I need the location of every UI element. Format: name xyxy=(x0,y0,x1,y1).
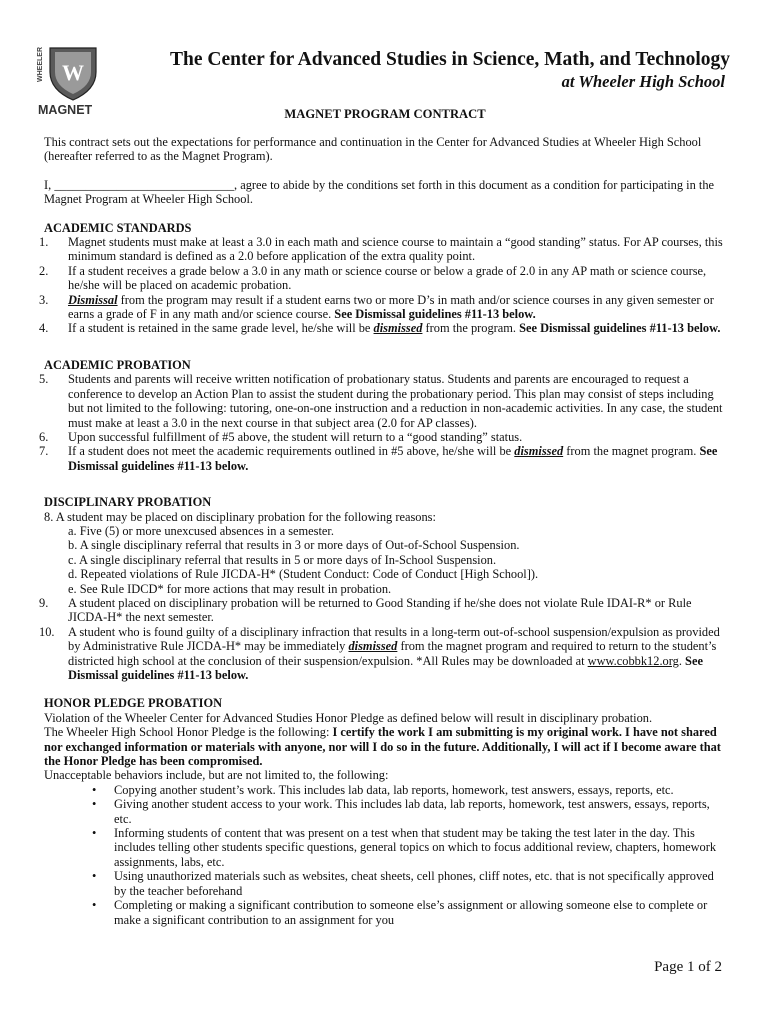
honor-pledge-statement: The Wheeler High School Honor Pledge is the following: I certify the work I am submitting is my original work. I have not shared nor exchanged information or materials with anyone, nor will I do so in the future. Additionally, I will act if I become aware that the Honor Pledge has been compromised. xyxy=(44,725,721,769)
list-item: • Using unauthorized materials such as websites, cheat sheets, cell phones, cliff notes, etc. that is not specifically approved by the teacher beforehand xyxy=(114,869,728,898)
logo-magnet-text: MAGNET xyxy=(38,103,93,116)
list-item: • Giving another student access to your work. This includes lab data, lab reports, homework, test answers, essays, reports, etc. xyxy=(114,797,728,826)
reason-b: b. A single disciplinary referral that results in 3 or more days of Out-of-School Suspension. xyxy=(68,538,520,553)
reason-a: a. Five (5) or more unexcused absences in a semester. xyxy=(68,523,334,538)
intro-paragraph: This contract sets out the expectations for performance and continuation in the Center for Advanced Studies at Wheeler High School (hereafter referred to as the Magnet Program). xyxy=(44,135,702,164)
list-item: 5. Students and parents will receive written notification of probationary status. Students and parents are encouraged to request a conference to develop an Action Plan to assist the student during the probationary period. This plan may consist of steps including but not limited to the following: tutoring, one-on-one instruction and a reduction in non-academic activities. In any case, the student must make at least a 3.0 in the next course in that subject area (2.0 for AP classes). xyxy=(39,372,723,430)
list-item: 7. If a student does not meet the academic requirements outlined in #5 above, he/she will be dismissed from the magnet program. See Dismissal guidelines #11-13 below. xyxy=(39,444,718,473)
reason-c: c. A single disciplinary referral that results in 5 or more days of In-School Suspension. xyxy=(68,552,497,567)
page-number: Page 1 of 2 xyxy=(654,959,722,975)
academic-standards-list xyxy=(39,235,728,336)
document-subtitle: at Wheeler High School xyxy=(561,72,725,91)
cobbk12-link[interactable]: www.cobbk12.org xyxy=(587,653,679,668)
list-item: • Completing or making a significant contribution to someone else’s assignment or allowing someone else to complete or make a significant contribution to an assignment for you xyxy=(114,898,728,927)
list-item: • Informing students of content that was present on a test when that student may be taking the test later in the day. This includes telling other students specific questions, general topics on which to focus additional review, chapters, homework assignments, labs, etc. xyxy=(114,826,728,869)
contract-heading: MAGNET PROGRAM CONTRACT xyxy=(284,107,486,121)
list-item: 6. Upon successful fulfillment of #5 above, the student will return to a “good standing” status. xyxy=(39,429,523,444)
wheeler-magnet-logo xyxy=(34,42,106,116)
honor-line-3: Unacceptable behaviors include, but are not limited to, the following: xyxy=(44,768,389,783)
section-academic-standards: ACADEMIC STANDARDS xyxy=(44,220,192,235)
section-honor-pledge: HONOR PLEDGE PROBATION xyxy=(44,696,223,711)
unacceptable-behaviors-list xyxy=(44,783,728,927)
logo-letter: W xyxy=(62,60,84,85)
list-item: 10. A student who is found guilty of a disciplinary infraction that results in a long-term out-of-school suspension/expulsion as provided by Administrative Rule JICDA-H* may be immediately dismissed from the magnet program and required to return to the student’s districted high school at the conclusion of their suspension/expulsion. *All Rules may be downloaded at www.cobbk12.org. See Dismissal guidelines #11-13 below. xyxy=(39,624,720,682)
list-item: 1. Magnet students must make at least a 3.0 in each math and science course to maintain a “good standing” status. For AP courses, this minimum standard is defined as a 2.0 before application of the extra quality point. xyxy=(39,235,723,264)
shield-logo-icon xyxy=(34,42,106,116)
document-title: The Center for Advanced Studies in Science, Math, and Technology xyxy=(170,49,730,70)
section-disciplinary-probation: DISCIPLINARY PROBATION xyxy=(44,495,212,510)
list-item: • Copying another student’s work. This includes lab data, lab reports, homework, test answers, essays, reports, etc. xyxy=(114,783,728,797)
list-item: 2. If a student receives a grade below a 3.0 in any math or science course or below a grade of 2.0 in any AP math or science course, he/she will be placed on academic probation. xyxy=(39,263,707,293)
section-academic-probation: ACADEMIC PROBATION xyxy=(44,357,191,372)
name-blank[interactable]: _____________________________ xyxy=(54,177,234,192)
academic-probation-list xyxy=(39,372,728,473)
list-item: 4. If a student is retained in the same grade level, he/she will be dismissed from the program. See Dismissal guidelines #11-13 below. xyxy=(39,321,721,336)
disciplinary-list xyxy=(39,595,728,682)
item-8: 8. A student may be placed on disciplinary probation for the following reasons: xyxy=(44,509,436,524)
logo-wheeler-text: WHEELER xyxy=(37,47,44,82)
reason-d: d. Repeated violations of Rule JICDA-H* (Student Conduct: Code of Conduct [High School]). xyxy=(68,567,539,582)
reason-e: e. See Rule IDCD* for more actions that may result in probation. xyxy=(68,581,392,596)
list-item: 9. A student placed on disciplinary probation will be returned to Good Standing if he/she does not violate Rule IDAI-R* or Rule JICDA-H* the next semester. xyxy=(39,595,692,625)
document-body xyxy=(39,135,728,927)
list-item: 3. Dismissal from the program may result if a student earns two or more D’s in math and/or science courses in any given semester or earns a grade of F in any math and/or science course. See Dismissal guidelines #11-13 below. xyxy=(39,292,714,322)
honor-line-1: Violation of the Wheeler Center for Advanced Studies Honor Pledge as defined below will result in disciplinary probation. xyxy=(44,710,653,725)
agreement-paragraph: I, _____________________________, agree to abide by the conditions set forth in this document as a condition for participating in the Magnet Program at Wheeler High School. xyxy=(44,177,715,207)
